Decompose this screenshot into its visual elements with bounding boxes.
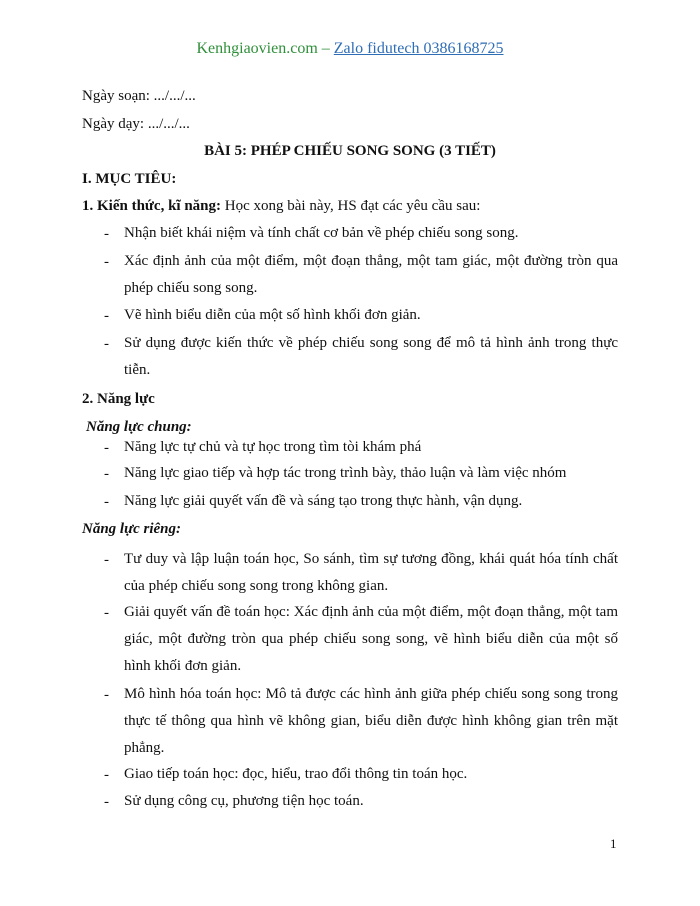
general-item: Năng lực giải quyết vấn đề và sáng tạo trong thực hành, vận dụng.: [124, 493, 523, 509]
knowledge-item: Nhận biết khái niệm và tính chất cơ bản về phép chiếu song song.: [124, 225, 519, 241]
bullet-dash: -: [104, 767, 109, 783]
bullet-dash: -: [104, 687, 109, 703]
specific-item: Giao tiếp toán học: đọc, hiểu, trao đổi thông tin toán học.: [124, 766, 468, 782]
bullet-dash: -: [104, 440, 109, 456]
page-number: 1: [610, 836, 617, 851]
bullet-dash: -: [104, 466, 109, 482]
lesson-title: BÀI 5: PHÉP CHIẾU SONG SONG (3 TIẾT): [204, 143, 496, 159]
specific-competency-heading: Năng lực riêng:: [82, 521, 181, 537]
page-header: [0, 40, 700, 58]
bullet-dash: -: [104, 605, 109, 621]
header-site[interactable]: Kenhgiaovien.com: [196, 40, 318, 57]
knowledge-item: Xác định ảnh của một điểm, một đoạn thẳng, một tam giác, một đường tròn qua phép chiếu song song.: [124, 253, 618, 296]
knowledge-item: Vẽ hình biểu diễn của một số hình khối đơn giản.: [124, 307, 421, 323]
bullet-dash: -: [104, 336, 109, 352]
knowledge-item: Sử dụng được kiến thức về phép chiếu song song để mô tả hình ảnh trong thực tiễn.: [124, 335, 618, 378]
knowledge-heading: 1. Kiến thức, kĩ năng:: [82, 198, 222, 214]
header-contact-link[interactable]: Zalo fidutech 0386168725: [333, 40, 504, 57]
specific-item: Mô hình hóa toán học: Mô tả được các hình ảnh giữa phép chiếu song song trong thực tế thông qua hình vẽ không gian, biểu diễn được hình không gian trên mặt phẳng.: [124, 686, 618, 756]
general-item: Năng lực giao tiếp và hợp tác trong trình bày, thảo luận và làm việc nhóm: [124, 465, 567, 481]
bullet-dash: -: [104, 794, 109, 810]
specific-item: Sử dụng công cụ, phương tiện học toán.: [124, 793, 364, 809]
competency-heading: 2. Năng lực: [82, 391, 155, 407]
general-item: Năng lực tự chủ và tự học trong tìm tòi khám phá: [124, 439, 422, 455]
bullet-dash: -: [104, 308, 109, 324]
specific-item: Tư duy và lập luận toán học, So sánh, tìm sự tương đồng, khái quát hóa tính chất của phép chiếu song song trong không gian.: [124, 551, 618, 594]
bullet-dash: -: [104, 552, 109, 568]
prep-date: Ngày soạn: .../.../...: [82, 88, 196, 104]
bullet-dash: -: [104, 494, 109, 510]
header-separator: –: [317, 40, 334, 57]
section-objectives: I. MỤC TIÊU:: [82, 171, 177, 187]
knowledge-intro: Học xong bài này, HS đạt các yêu cầu sau:: [221, 198, 481, 214]
bullet-dash: -: [104, 226, 109, 242]
teach-date: Ngày dạy: .../.../...: [82, 116, 190, 132]
knowledge-line: [82, 197, 480, 215]
general-competency-heading: Năng lực chung:: [86, 419, 192, 435]
bullet-dash: -: [104, 254, 109, 270]
specific-item: Giải quyết vấn đề toán học: Xác định ảnh của một điểm, một đoạn thẳng, một tam giác, một đường tròn qua phép chiếu song song, vẽ hình biểu diễn của một số hình khối đơn giản.: [124, 604, 618, 674]
